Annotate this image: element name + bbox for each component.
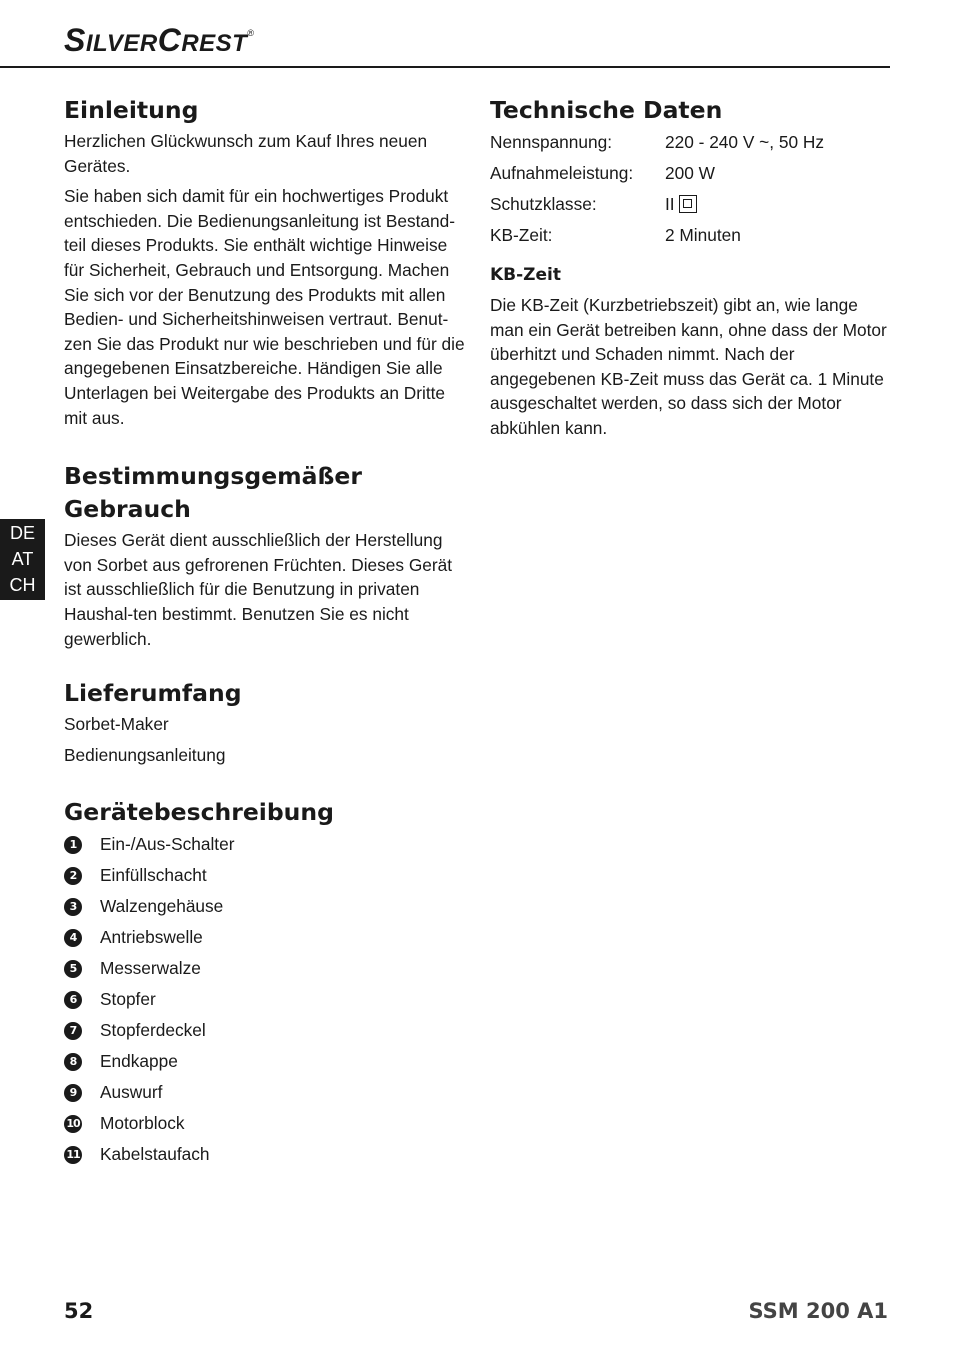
- spec-value: [665, 220, 824, 251]
- part-label: Walzengehäuse: [100, 896, 224, 917]
- spec-key: Aufnahmeleistung:: [490, 163, 634, 183]
- registered-mark: ®: [247, 28, 255, 38]
- part-number-badge: 2: [64, 867, 82, 885]
- part-number-badge: 3: [64, 898, 82, 916]
- header-divider: [0, 66, 890, 68]
- part-number-badge: 7: [64, 1022, 82, 1040]
- brand-logo: SILVERCREST®: [64, 22, 255, 58]
- spec-table: [490, 127, 824, 251]
- section-bestimmung: [64, 460, 466, 651]
- part-label: Kabelstaufach: [100, 1144, 210, 1165]
- heading-technische-daten: Technische Daten: [490, 96, 723, 124]
- section-lieferumfang: [64, 677, 466, 768]
- bestimmung-paragraph: Dieses Gerät dient ausschließlich der Herstellung von Sorbet aus gefrorenen Früchten. Dieses Gerät ist ausschließlich für die Benutzung in privaten Haushal-ten bestimmt. Benutzen Sie es nicht gewerblich.: [64, 530, 453, 649]
- part-number-badge: 8: [64, 1053, 82, 1071]
- einleitung-paragraph-2: Sie haben sich damit für ein hochwertiges Produkt entschieden. Die Bedienungsanleitung ist Bestand-teil dieses Produkts. Sie enthält wichtige Hinweise für Sicherheit, Gebrauch und Entsorgung. Machen Sie sich vor der Benutzung des Produkts mit allen Bedien- und Sicherheitshinweisen vertraut. Benut-zen Sie das Produkt nur wie beschrieben und für die angegebenen Einsatzbereiche. Händigen Sie alle Unterlagen bei Weitergabe des Produkts an Dritte mit aus.: [64, 186, 465, 428]
- part-item: [64, 984, 466, 1015]
- kb-zeit-paragraph: Die KB-Zeit (Kurzbetriebszeit) gibt an, wie lange man ein Gerät betreiben kann, ohne dass der Motor überhitzt und Schaden nimmt. Nach der angegebenen KB-Zeit muss das Gerät ca. 1 Minute ausgeschaltet werden, so dass sich der Motor abkühlen kann.: [490, 295, 887, 438]
- spec-key: Nennspannung:: [490, 132, 613, 152]
- language-code: DE: [9, 523, 35, 543]
- heading-bestimmung-line2: Gebrauch: [64, 495, 191, 524]
- spec-value-text: 200 W: [665, 163, 715, 183]
- part-item: [64, 829, 466, 860]
- section-einleitung: [64, 94, 466, 430]
- part-label: Stopfer: [100, 989, 156, 1010]
- part-label: Antriebswelle: [100, 927, 203, 948]
- spec-value: [665, 189, 824, 220]
- spec-key: Schutzklasse:: [490, 194, 597, 214]
- heading-kb-zeit: KB-Zeit: [490, 265, 561, 285]
- spec-key: KB-Zeit:: [490, 225, 553, 245]
- language-code: AT: [11, 549, 34, 569]
- part-label: Auswurf: [100, 1082, 163, 1103]
- part-item: [64, 1046, 466, 1077]
- spec-value-text: II: [665, 194, 675, 214]
- language-tab: [0, 519, 45, 600]
- heading-bestimmung-line1: Bestimmungsgemäßer: [64, 462, 362, 491]
- part-label: Motorblock: [100, 1113, 185, 1134]
- spec-value-text: 2 Minuten: [665, 225, 741, 245]
- part-label: Einfüllschacht: [100, 865, 207, 886]
- part-item: [64, 922, 466, 953]
- part-number-badge: 4: [64, 929, 82, 947]
- part-item: [64, 1077, 466, 1108]
- parts-list: [64, 829, 466, 1170]
- protection-class-2-icon: [679, 195, 697, 213]
- spec-row: [490, 220, 824, 251]
- part-item: [64, 953, 466, 984]
- part-number-badge: 5: [64, 960, 82, 978]
- spec-row: [490, 189, 824, 220]
- section-kb-zeit: [490, 263, 895, 441]
- heading-bestimmung: [64, 460, 466, 526]
- part-item: [64, 1015, 466, 1046]
- spec-row: [490, 127, 824, 158]
- list-item: Bedienungsanleitung: [64, 745, 226, 766]
- part-label: Stopferdeckel: [100, 1020, 206, 1041]
- part-item: [64, 891, 466, 922]
- part-item: [64, 1108, 466, 1139]
- part-number-badge: 10: [64, 1115, 82, 1133]
- part-number-badge: 11: [64, 1146, 82, 1164]
- left-column: [64, 94, 466, 1170]
- section-geraetebeschreibung: [64, 796, 466, 1170]
- language-code: CH: [9, 575, 36, 595]
- spec-value: [665, 127, 824, 158]
- part-item: [64, 1139, 466, 1170]
- spec-row: [490, 158, 824, 189]
- list-item: Sorbet-Maker: [64, 714, 169, 735]
- part-number-badge: 9: [64, 1084, 82, 1102]
- heading-geraetebeschreibung: Gerätebeschreibung: [64, 798, 334, 827]
- heading-einleitung: Einleitung: [64, 96, 199, 124]
- part-item: [64, 860, 466, 891]
- page-number: 52: [64, 1299, 94, 1323]
- part-label: Ein-/Aus-Schalter: [100, 834, 235, 855]
- part-number-badge: 1: [64, 836, 82, 854]
- part-number-badge: 6: [64, 991, 82, 1009]
- spec-value: [665, 158, 824, 189]
- section-technische-daten: [490, 94, 895, 251]
- lieferumfang-list: [64, 712, 466, 768]
- heading-lieferumfang: Lieferumfang: [64, 679, 242, 708]
- model-number: SSM 200 A1: [748, 1299, 888, 1323]
- einleitung-paragraph-1: Herzlichen Glückwunsch zum Kauf Ihres neuen Gerätes.: [64, 131, 428, 176]
- part-label: Messerwalze: [100, 958, 201, 979]
- right-column: [490, 94, 895, 441]
- spec-value-text: 220 - 240 V ~, 50 Hz: [665, 132, 824, 152]
- part-label: Endkappe: [100, 1051, 178, 1072]
